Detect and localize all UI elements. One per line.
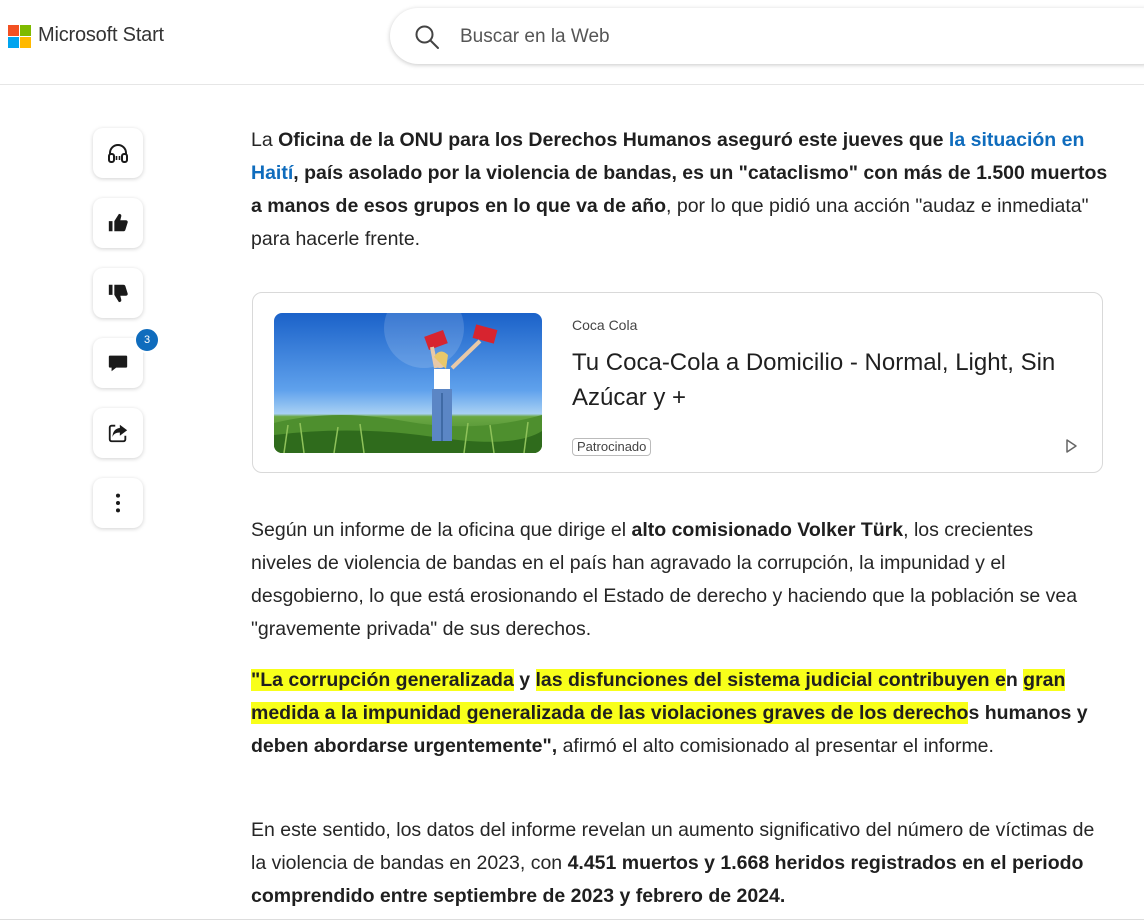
ad-image[interactable] <box>274 313 542 453</box>
comments-button[interactable] <box>93 334 151 388</box>
bold-text: s humanos y deben abordarse urgentemente", <box>251 702 1088 757</box>
thumbs-down-icon <box>107 282 129 304</box>
dislike-button[interactable] <box>93 268 143 318</box>
text: , por lo que pidió una acción "audaz e inmediata" para hacerle frente. <box>251 195 1089 250</box>
more-options-button[interactable] <box>93 478 143 528</box>
comment-count-badge: 3 <box>134 327 160 353</box>
ad-photo-illustration <box>274 313 542 453</box>
text: La <box>251 129 279 151</box>
text: En este sentido, los datos del informe revelan un aumento significativo del número de víctimas de la violencia de bandas en 2023, con <box>251 819 1095 874</box>
ad-title[interactable]: Tu Coca-Cola a Domicilio - Normal, Light, Sin Azúcar y + <box>572 349 1056 411</box>
haiti-situation-link[interactable]: la situación en Haití <box>251 129 1085 184</box>
text: afirmó el alto comisionado al presentar el informe. <box>557 735 994 757</box>
brand-name[interactable]: Microsoft Start <box>38 24 164 46</box>
more-vertical-icon <box>107 492 129 514</box>
headphones-icon <box>106 141 130 165</box>
share-button[interactable] <box>93 408 143 458</box>
sponsored-label: Patrocinado <box>572 438 651 456</box>
bold-text: Oficina de la ONU para los Derechos Humanos aseguró este jueves que <box>278 129 949 151</box>
text: Según un informe de la oficina que dirige el <box>251 519 632 541</box>
like-button[interactable] <box>93 198 143 248</box>
search-icon <box>414 24 440 50</box>
thumbs-up-icon <box>107 212 129 234</box>
highlighted-text: las disfunciones del sistema judicial contribuyen e <box>535 669 1006 691</box>
paragraph-1 <box>251 124 1111 256</box>
bold-text: , país asolado por la violencia de bandas, es un "cataclismo" con más de 1.500 muertos a manos de esos grupos en lo que va de año <box>251 162 1108 217</box>
highlighted-text: "La corrupción generalizada <box>251 669 514 691</box>
top-header <box>0 0 1144 85</box>
bold-text: y <box>513 669 536 691</box>
highlighted-text: gran medida a la impunidad generalizada de las violaciones graves de los derecho <box>251 669 1066 724</box>
paragraph-2 <box>251 514 1091 646</box>
search-box[interactable] <box>390 8 1144 64</box>
search-input[interactable]: Buscar en la Web <box>460 26 610 47</box>
sponsored-ad-card[interactable] <box>252 292 1103 473</box>
share-icon <box>107 422 129 444</box>
bold-text: 4.451 muertos y 1.668 heridos registrados en el periodo comprendido entre septiembre de 2023 y febrero de 2024. <box>251 852 1084 907</box>
ad-source[interactable]: Coca Cola <box>572 317 638 333</box>
bold-text: alto comisionado Volker Türk <box>631 519 904 541</box>
comment-icon <box>107 352 129 374</box>
bottom-divider <box>0 919 1144 920</box>
bold-text: n <box>1005 669 1024 691</box>
paragraph-4 <box>251 814 1111 913</box>
paragraph-3-quote <box>251 664 1111 763</box>
ad-choices-icon[interactable] <box>1063 438 1079 454</box>
listen-button[interactable] <box>93 128 143 178</box>
text: , los crecientes niveles de violencia de bandas en el país han agravado la corrupción, la impunidad y el desgobierno, lo que está erosionando el Estado de derecho y haciendo que la población se vea "gravemente privada" de sus derechos. <box>251 519 1078 640</box>
microsoft-logo-icon[interactable] <box>8 25 32 49</box>
